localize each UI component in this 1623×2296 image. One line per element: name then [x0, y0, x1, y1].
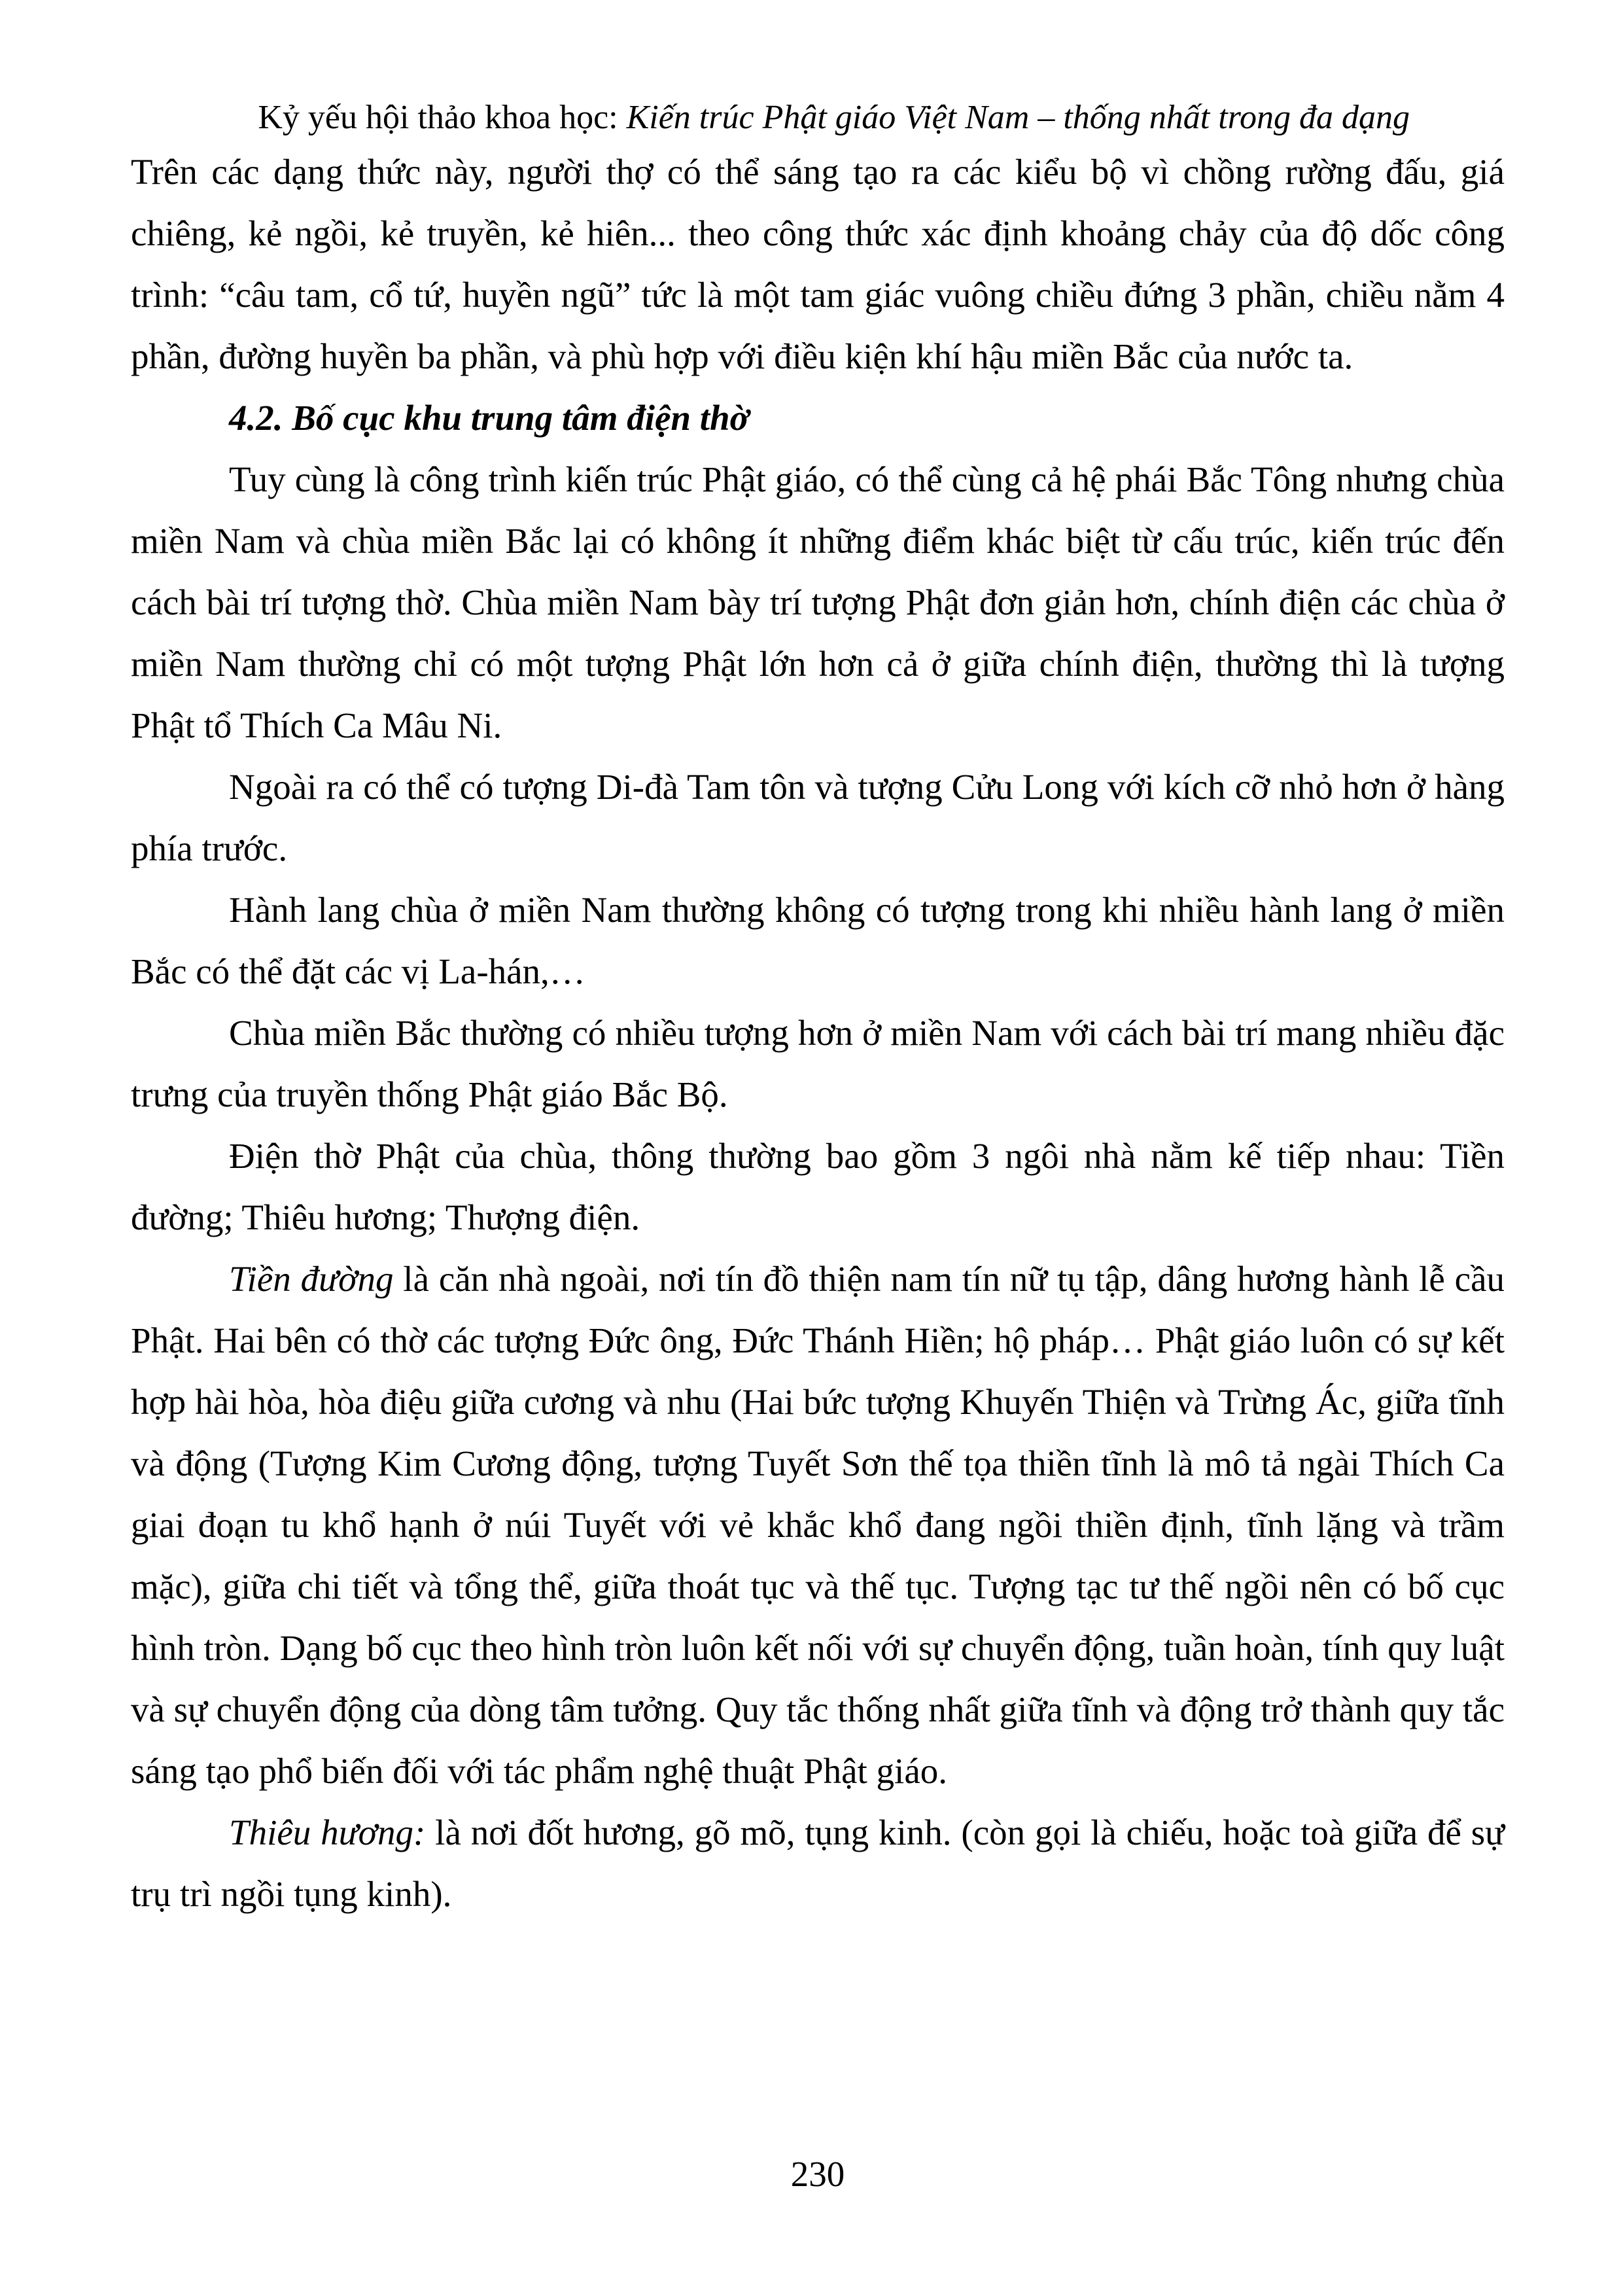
- paragraph-thieu-huong-text: là nơi đốt hương, gõ mõ, tụng kinh. (còn gọi là chiếu, hoặc toà giữa để sự trụ trì ngồi tụng kinh).: [131, 1812, 1505, 1914]
- term-thieu-huong: Thiêu hương:: [229, 1812, 426, 1852]
- page-number: 230: [790, 2154, 845, 2194]
- running-header: [131, 97, 1410, 139]
- paragraph-truss-types: Trên các dạng thức này, người thợ có thể sáng tạo ra các kiểu bộ vì chồng rường đấu, giá chiêng, kẻ ngồi, kẻ truyền, kẻ hiên... theo công thức xác định khoảng chảy của độ dốc công trình: “câu tam, cổ tứ, huyền ngũ” tức là một tam giác vuông chiều đứng 3 phần, chiều nằm 4 phần, đường huyền ba phần, và phù hợp với điều kiện khí hậu miền Bắc của nước ta.: [131, 152, 1505, 376]
- paragraph-north-south-differences: Tuy cùng là công trình kiến trúc Phật giáo, có thể cùng cả hệ phái Bắc Tông nhưng chùa miền Nam và chùa miền Bắc lại có không ít những điểm khác biệt từ cấu trúc, kiến trúc đến cách bài trí tượng thờ. Chùa miền Nam bày trí tượng Phật đơn giản hơn, chính điện các chùa ở miền Nam thường chỉ có một tượng Phật lớn hơn cả ở giữa chính điện, thường thì là tượng Phật tổ Thích Ca Mâu Ni.: [131, 459, 1505, 745]
- page-body: [131, 141, 1505, 1925]
- paragraph-three-buildings: Điện thờ Phật của chùa, thông thường bao gồm 3 ngôi nhà nằm kế tiếp nhau: Tiền đường; Thiêu hương; Thượng điện.: [131, 1136, 1505, 1237]
- header-title-italic: Kiến trúc Phật giáo Việt Nam – thống nhất trong đa dạng: [626, 99, 1410, 136]
- paragraph-thieu-huong: [131, 1802, 1505, 1925]
- paragraph-di-da-tam-ton: Ngoài ra có thể có tượng Di-đà Tam tôn và tượng Cửu Long với kích cỡ nhỏ hơn ở hàng phía trước.: [131, 767, 1505, 868]
- header-prefix-text: Kỷ yếu hội thảo khoa học:: [258, 99, 627, 136]
- paragraph-tien-duong: [131, 1248, 1505, 1802]
- paragraph-northern-temples: Chùa miền Bắc thường có nhiều tượng hơn ở miền Nam với cách bài trí mang nhiều đặc trưng của truyền thống Phật giáo Bắc Bộ.: [131, 1013, 1505, 1114]
- paragraph-corridor-statues: Hành lang chùa ở miền Nam thường không có tượng trong khi nhiều hành lang ở miền Bắc có thể đặt các vị La-hán,…: [131, 890, 1505, 991]
- paragraph-tien-duong-text: là căn nhà ngoài, nơi tín đồ thiện nam tín nữ tụ tập, dâng hương hành lễ cầu Phật. Hai bên có thờ các tượng Đức ông, Đức Thánh Hiền; hộ pháp… Phật giáo luôn có sự kết hợp hài hòa, hòa điệu giữa cương và nhu (Hai bức tượng Khuyến Thiện và Trừng Ác, giữa tĩnh và động (Tượng Kim Cương động, tượng Tuyết Sơn thế tọa thiền tĩnh là mô tả ngài Thích Ca giai đoạn tu khổ hạnh ở núi Tuyết với vẻ khắc khổ đang ngồi thiền định, tĩnh lặng và trầm mặc), giữa chi tiết và tổng thể, giữa thoát tục và thế tục. Tượng tạc tư thế ngồi nên có bố cục hình tròn. Dạng bố cục theo hình tròn luôn kết nối với sự chuyển động, tuần hoàn, tính quy luật và sự chuyển động của dòng tâm tưởng. Quy tắc thống nhất giữa tĩnh và động trở thành quy tắc sáng tạo phổ biến đối với tác phẩm nghệ thuật Phật giáo.: [131, 1259, 1505, 1791]
- section-heading-4-2: 4.2. Bố cục khu trung tâm điện thờ: [229, 398, 750, 438]
- term-tien-duong: Tiền đường: [229, 1259, 394, 1299]
